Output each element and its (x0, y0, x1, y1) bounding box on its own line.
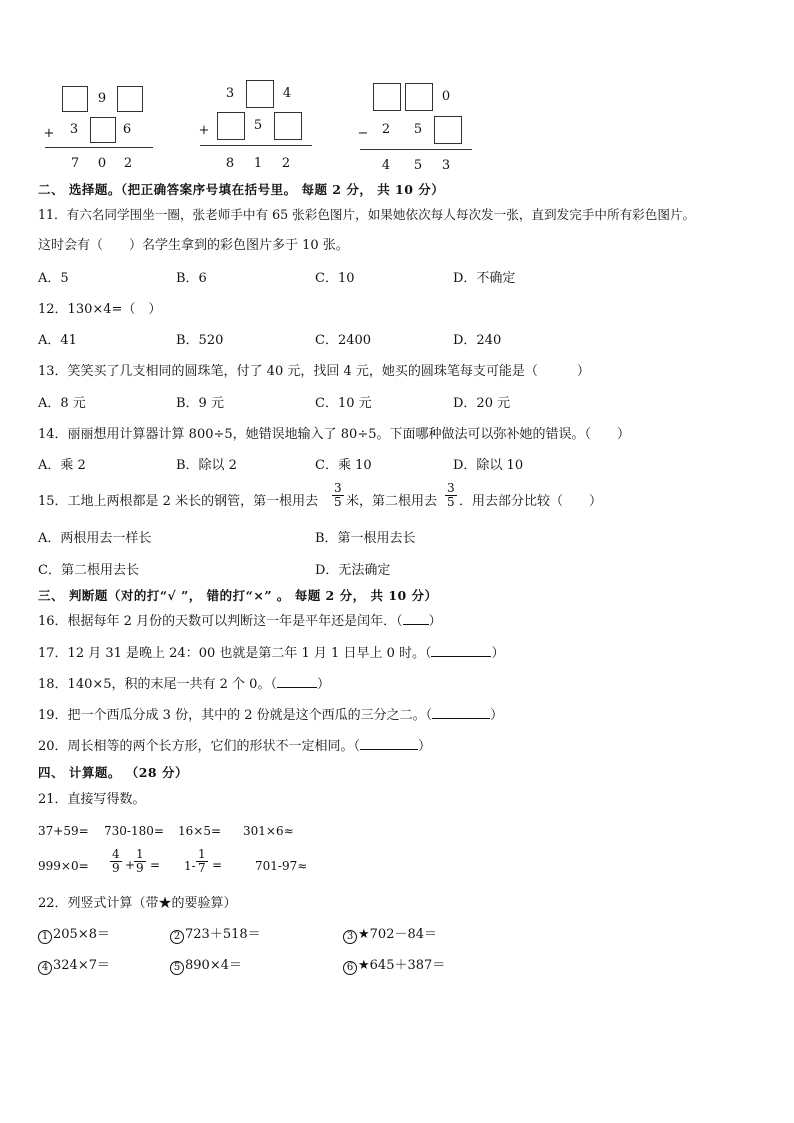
question-14: 14．丽丽想用计算器计算 800÷5，她错误地输入了 80÷5。下面哪种做法可以弥补她的错误。（ ） (38, 427, 630, 442)
equals-sign: = (150, 858, 161, 872)
close-paren: ） (316, 677, 330, 692)
circled-number: 4 (38, 961, 52, 975)
judge-item-18 (38, 677, 330, 693)
question-13: 13．笑笑买了几支相同的圆珠笔，付了 40 元，找回 4 元，她买的圆珠笔每支可能是（ ） (38, 364, 590, 379)
judge-item-20 (38, 739, 431, 755)
judge-item-19 (38, 708, 503, 724)
option[interactable]: C．2400 (315, 333, 372, 348)
question-11-line2: 这时会有（ ）名学生拿到的彩色图片多于 10 张。 (38, 238, 349, 253)
question-15-part1: 15．工地上两根都是 2 米长的钢管，第一根用去 (38, 494, 319, 509)
judge-item-17 (38, 646, 505, 662)
digit: 5 (413, 122, 423, 137)
oral-calc: 701-97≈ (255, 859, 308, 873)
digit: 4 (381, 158, 391, 173)
close-paren: ） (491, 646, 505, 661)
vertical-calc-item (38, 958, 110, 975)
calc-expression: 723＋518＝ (185, 927, 261, 942)
option[interactable]: B．第一根用去长 (315, 531, 416, 546)
answer-blank[interactable] (360, 739, 418, 750)
question-12: 12．130×4=（ ） (38, 302, 162, 317)
numerator: 1 (198, 847, 206, 861)
judge-text: 19．把一个西瓜分成 3 份，其中的 2 份就是这个西瓜的三分之二。（ (38, 708, 433, 723)
digit-box[interactable] (434, 116, 462, 144)
oral-calc: 301×6≈ (243, 824, 294, 838)
digit: 3 (441, 158, 451, 173)
denominator: 5 (447, 495, 455, 509)
vertical-calc-item (170, 958, 242, 975)
judge-text: 17．12 月 31 是晚上 24：00 也就是第二年 1 月 1 日早上 0 时。（ (38, 646, 432, 661)
digit: 9 (97, 91, 107, 106)
section-heading-judge: 三、 判断题（对的打“√ ”， 错的打“×” 。 每题 2 分， 共 10 分） (38, 588, 438, 603)
digit: 5 (253, 118, 263, 133)
numerator: 1 (136, 847, 144, 861)
option[interactable]: A．乘 2 (38, 458, 86, 473)
digit: 3 (69, 122, 79, 137)
close-paren: ） (428, 614, 442, 629)
equals-sign: = (212, 858, 223, 872)
circled-number: 2 (170, 930, 184, 944)
judge-text: 18．140×5，积的末尾一共有 2 个 0。（ (38, 677, 277, 692)
vertical-calc-item (38, 927, 110, 944)
numerator: 3 (447, 481, 455, 495)
section-heading-choice: 二、 选择题。（把正确答案序号填在括号里。 每题 2 分， 共 10 分） (38, 182, 445, 197)
option[interactable]: D．240 (453, 333, 502, 348)
digit: 0 (441, 89, 451, 104)
calc-expression: 890×4＝ (185, 958, 242, 973)
sum-line (200, 145, 312, 146)
question-11-line1: 11．有六名同学围坐一圈，张老师手中有 65 张彩色图片，如果她依次每人每次发一张，直到发完手中所有彩色图片。 (38, 207, 696, 222)
oral-calc: 730-180= (104, 824, 164, 838)
calc-expression: 205×8＝ (53, 927, 110, 942)
section-heading-calc: 四、 计算题。 （28 分） (38, 765, 188, 780)
sum-line (45, 147, 153, 148)
digit: 6 (122, 122, 132, 137)
numerator: 3 (334, 481, 342, 495)
digit-box[interactable] (90, 117, 116, 143)
digit: 3 (225, 86, 235, 101)
judge-text: 16．根据每年 2 月份的天数可以判断这一年是平年还是闰年．（ (38, 614, 403, 629)
difference-line (360, 149, 472, 150)
digit: 8 (225, 156, 235, 171)
digit-box[interactable] (246, 80, 274, 108)
one-minus: 1- (184, 859, 196, 873)
digit: 2 (123, 156, 133, 171)
plus-sign: + (125, 858, 136, 872)
vertical-calc-item (343, 958, 445, 975)
judge-item-16 (38, 614, 442, 630)
digit-box[interactable] (217, 112, 245, 140)
answer-blank[interactable] (403, 614, 429, 625)
question-15-part3: ．用去部分比较（ ） (459, 494, 603, 509)
option[interactable]: B．除以 2 (176, 458, 237, 473)
operator: + (43, 126, 55, 141)
circled-number: 5 (170, 961, 184, 975)
option[interactable]: C．第二根用去长 (38, 563, 139, 578)
digit: 2 (281, 156, 291, 171)
calc-expression: ★702－84＝ (358, 927, 438, 942)
option[interactable]: D．无法确定 (315, 563, 391, 578)
operator: + (198, 123, 210, 138)
option[interactable]: C．10 元 (315, 396, 372, 411)
digit-box[interactable] (117, 86, 143, 112)
answer-blank[interactable] (277, 677, 317, 688)
option[interactable]: B．6 (176, 271, 207, 286)
judge-text: 20．周长相等的两个长方形，它们的形状不一定相同。（ (38, 739, 361, 754)
calc-expression: 324×7＝ (53, 958, 110, 973)
answer-blank[interactable] (431, 646, 491, 657)
oral-calc: 37+59= (38, 824, 89, 838)
operator: − (357, 126, 369, 141)
circled-number: 3 (343, 930, 357, 944)
option[interactable]: A．5 (38, 271, 69, 286)
digit: 7 (70, 156, 80, 171)
option[interactable]: B．520 (176, 333, 224, 348)
digit: 4 (282, 86, 292, 101)
option[interactable]: C．乘 10 (315, 458, 372, 473)
circled-number: 1 (38, 930, 52, 944)
digit: 0 (97, 156, 107, 171)
denominator: 9 (136, 861, 144, 875)
oral-calc: 999×0= (38, 859, 89, 873)
digit-box[interactable] (405, 83, 433, 111)
circled-number: 6 (343, 961, 357, 975)
digit: 5 (413, 158, 423, 173)
fraction-one-ninth (134, 848, 146, 875)
option[interactable]: B．9 元 (176, 396, 224, 411)
digit-box[interactable] (373, 83, 401, 111)
fraction-three-fifths (332, 482, 344, 509)
option[interactable]: D．20 元 (453, 396, 511, 411)
fraction-four-ninths (110, 848, 122, 875)
option[interactable]: D．不确定 (453, 271, 516, 286)
numerator: 4 (112, 847, 120, 861)
question-15-part2: 米，第二根用去 (346, 494, 438, 509)
oral-calc: 16×5= (178, 824, 222, 838)
close-paren: ） (418, 739, 432, 754)
fraction-one-seventh (196, 848, 208, 875)
close-paren: ） (490, 708, 504, 723)
option[interactable]: A．8 元 (38, 396, 86, 411)
option[interactable]: A．两根用去一样长 (38, 531, 152, 546)
calc-expression: ★645＋387＝ (358, 958, 446, 973)
option[interactable]: D．除以 10 (453, 458, 524, 473)
vertical-calc-item (343, 927, 437, 944)
digit-box[interactable] (274, 112, 302, 140)
digit-box[interactable] (62, 86, 88, 112)
digit: 1 (253, 156, 263, 171)
question-22-title: 22．列竖式计算（带★的要验算） (38, 896, 237, 911)
denominator: 9 (112, 861, 120, 875)
option[interactable]: C．10 (315, 271, 355, 286)
vertical-calc-item (170, 927, 261, 944)
fraction-three-fifths (445, 482, 457, 509)
question-21-title: 21．直接写得数。 (38, 792, 146, 807)
answer-blank[interactable] (432, 708, 490, 719)
option[interactable]: A．41 (38, 333, 77, 348)
digit: 2 (381, 122, 391, 137)
denominator: 7 (198, 861, 206, 875)
denominator: 5 (334, 495, 342, 509)
